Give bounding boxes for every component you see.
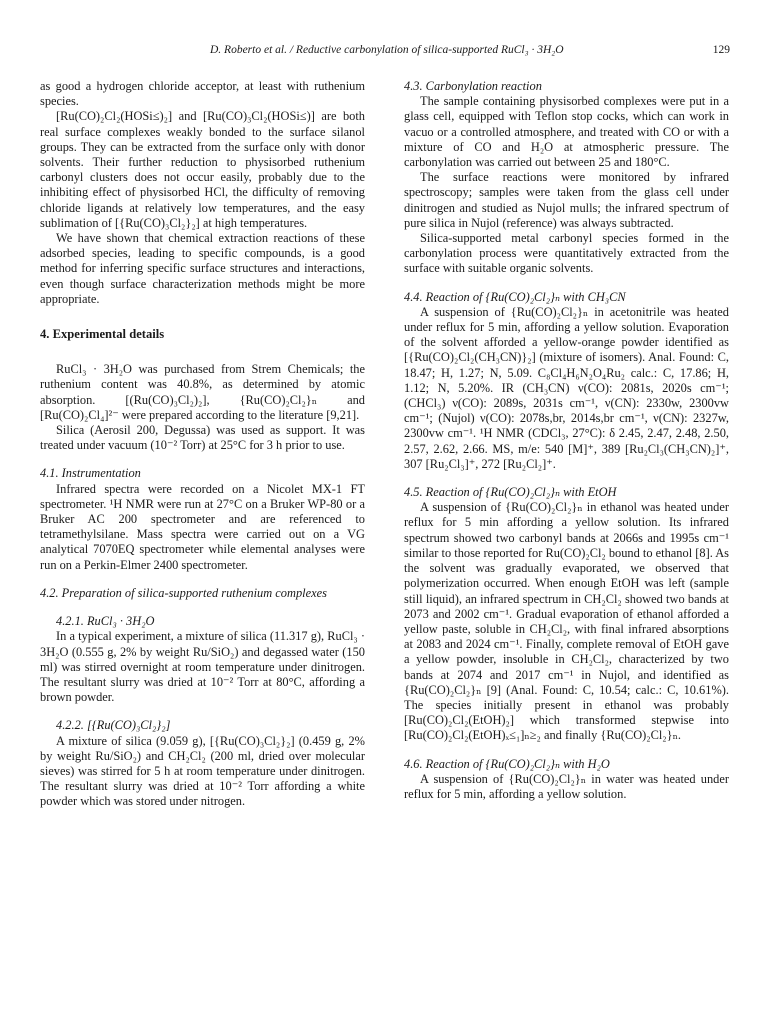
paragraph: [Ru(CO)₂Cl₂(HOSi≤)₂] and [Ru(CO)₃Cl₂(HOSi≤)] are both real surface complexes weakly bonded to the surface silanol groups. They can be extracted from the surface only with donor solvents. Their further reduction to physisorbed ruthenium carbonyl clusters does not occur easily, probably due to the inhibiting effect of physisorbed HCl, the difficulty of removing chloride ligands at relatively low temperatures, and the easy sublimation of [{Ru(CO)₃Cl₂}₂] at high temperatures. xyxy=(40,109,365,230)
paragraph: Silica (Aerosil 200, Degussa) was used as support. It was treated under vacuum (10⁻² Torr) at 25°C for 3 h prior to use. xyxy=(40,423,365,453)
paragraph: Infrared spectra were recorded on a Nicolet MX-1 FT spectrometer. ¹H NMR were run at 27°C on a Bruker WP-80 or a Bruker AC 200 spectrometer and are referenced to tetramethylsilane. Mass spectra were carried out on a VG analytical 7070EQ spectrometer while elemental analyses were run on a Perkin-Elmer 2400 spectrometer. xyxy=(40,481,365,572)
paragraph: We have shown that chemical extraction reactions of these adsorbed species, leading to specific compounds, is a good method for inferring specific surface structures and interactions, even though surface characterization methods might be more appropriate. xyxy=(40,231,365,306)
paragraph: The sample containing physisorbed complexes were put in a glass cell, equipped with Teflon stop cocks, which can work in vacuo or a controlled atmosphere, and treated with CO or with a mixture of CO and H₂O at atmospheric pressure. The carbonylation was carried out between 25 and 180°C. xyxy=(404,94,729,170)
paragraph: In a typical experiment, a mixture of silica (11.317 g), RuCl₃ · 3H₂O (0.555 g, 2% by weight Ru/SiO₂) and degassed water (150 ml) was stirred overnight at room temperature under dinitrogen. The resultant slurry was dried at 10⁻² Torr at 80°C, affording a brown powder. xyxy=(40,629,365,705)
paragraph: A mixture of silica (9.059 g), [{Ru(CO)₃Cl₂}₂] (0.459 g, 2% by weight Ru/SiO₂) and CH₂Cl₂ (200 ml, dried over molecular sieves) was stirred for 5 h at room temperature under dinitrogen. The resultant slurry was dried at 10⁻² Torr affording a white powder which was stored under nitrogen. xyxy=(40,733,365,809)
subsection-heading-preparation: 4.2. Preparation of silica-supported ruthenium complexes xyxy=(40,585,327,600)
subsection-heading-h2o: 4.6. Reaction of {Ru(CO)₂Cl₂}ₙ with H₂O xyxy=(404,756,610,771)
paragraph: A suspension of {Ru(CO)₂Cl₂}ₙ in ethanol was heated under reflux for 5 min affording a yellow solution. Its infrared spectrum showed two carbonyl bands at 2066s and 1995s cm⁻¹ similar to those reported for Ru(CO)₂Cl₂ bound to ethanol [8]. As the solvent was gradually evaporated, we observed that polymerization occurred. When enough EtOH was left (sample still liquid), an infrared spectrum in CH₂Cl₂ showed two bands at 2073 and 2002 cm⁻¹. Gradual evaporation of ethanol afforded a yellow paste, soluble in CH₂Cl₂, with final infrared absorptions at 2083 and 2024 cm⁻¹. Finally, complete removal of EtOH gave a yellow powder, insoluble in CH₂Cl₂, characterized by two bands at 2074 and 2017 cm⁻¹ in Nujol, and identified as {Ru(CO)₂Cl₂}ₙ [9] (Anal. Found: C, 10.54; calc.: C, 10.61%). The species initially present in ethanol was probably [Ru(CO)₂Cl₂(EtOH)₂] which transformed stepwise into [Ru(CO)₂Cl₂(EtOH)ₓ≤₁]ₙ≥₂ and finally {Ru(CO)₂Cl₂}ₙ. xyxy=(404,500,729,743)
running-header xyxy=(40,44,730,62)
paragraph: Silica-supported metal carbonyl species formed in the carbonylation process were quantitatively extracted from the surface with suitable organic solvents. xyxy=(404,231,729,276)
paragraph: RuCl₃ · 3H₂O was purchased from Strem Chemicals; the ruthenium content was 40.8%, as determined by atomic absorption. [(Ru(CO)₃Cl₂)₂], {Ru(CO)₂Cl₂}ₙ and [Ru(CO)₂Cl₄]²⁻ were prepared according to the literature [9,21]. xyxy=(40,362,365,422)
subsection-heading-carbonylation: 4.3. Carbonylation reaction xyxy=(404,79,542,93)
paragraph: as good a hydrogen chloride acceptor, at least with ruthenium species. xyxy=(40,79,365,109)
subsection-heading-instrumentation: 4.1. Instrumentation xyxy=(40,466,141,481)
paragraph: A suspension of {Ru(CO)₂Cl₂}ₙ in water was heated under reflux for 5 min, affording a yellow solution. xyxy=(404,771,729,801)
page-number: 129 xyxy=(712,44,730,56)
section-heading-experimental: 4. Experimental details xyxy=(40,327,165,342)
subsubsection-heading-rucl3: 4.2.1. RuCl₃ · 3H₂O xyxy=(56,614,155,629)
paragraph: The surface reactions were monitored by infrared spectroscopy; samples were taken from the glass cell under dinitrogen and studied as Nujol mulls; the infrared spectrum of pure silica in Nujol (reference) was always subtracted. xyxy=(404,170,729,230)
right-column xyxy=(404,79,729,802)
subsubsection-heading-ruco3cl2: 4.2.2. [{Ru(CO)₃Cl₂}₂] xyxy=(56,718,171,733)
subsection-heading-ch3cn: 4.4. Reaction of {Ru(CO)₂Cl₂}ₙ with CH₃CN xyxy=(404,289,626,304)
subsection-heading-etoh: 4.5. Reaction of {Ru(CO)₂Cl₂}ₙ with EtOH xyxy=(404,485,617,500)
left-column xyxy=(40,79,365,810)
paragraph: A suspension of {Ru(CO)₂Cl₂}ₙ in acetonitrile was heated under reflux for 5 min, affording a yellow solution. Evaporation of the solvent afforded a yellow-orange powder identified as [{Ru(CO)₂Cl₂(CH₃CN)}₂] (mixture of isomers). Anal. Found: C, 18.47; H, 1.27; N, 5.09. C₈Cl₄H₆N₂O₄Ru₂ calc.: C, 17.86; H, 1.12; N, 5.20%. IR (CH₃CN) ν(CO): 2081s, 2020s cm⁻¹; (CHCl₃) ν(CO): 2089s, 2031s cm⁻¹, ν(CN): 2330w, 2300vw cm⁻¹; (Nujol) ν(CO): 2078s,br, 2014s,br cm⁻¹, ν(CN): 2327w, 2300vw cm⁻¹. ¹H NMR (CDCl₃, 27°C): δ 2.45, 2.47, 2.48, 2.50, 2.57, 2.62, 2.66. MS, m/e: 540 [M]⁺, 389 [Ru₂Cl₃(CH₃CN)₂]⁺, 307 [Ru₂Cl₃]⁺, 272 [Ru₂Cl₂]⁺. xyxy=(404,304,729,471)
running-title: D. Roberto et al. / Reductive carbonylation of silica-supported RuCl₃ · 3H₂O xyxy=(210,44,564,56)
